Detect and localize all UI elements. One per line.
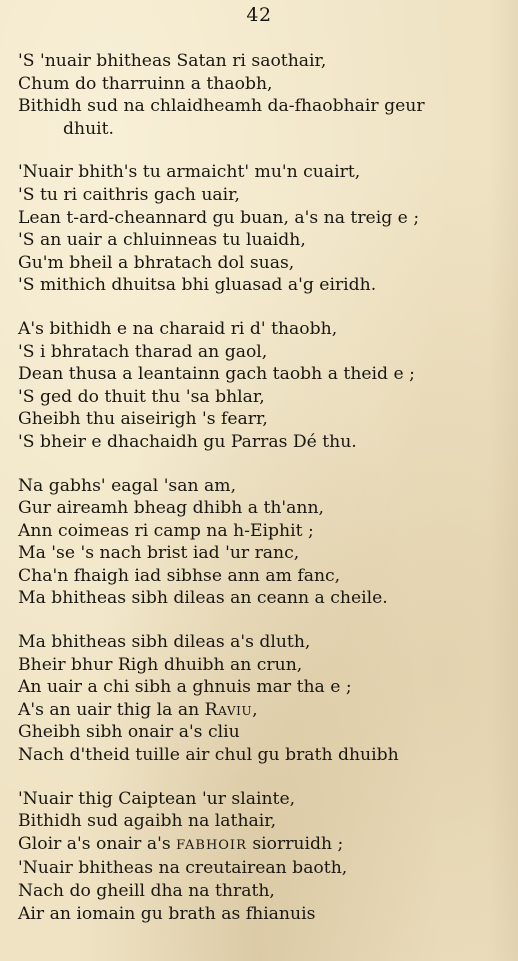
poem-line: 'S bheir e dhachaidh gu Parras Dé thu. [18,431,357,452]
poem-line: Gheibh thu aiseirigh 's fearr, [18,409,268,430]
stanza-2 [18,161,518,297]
poem-line: 'S an uair a chluinneas tu luaidh, [18,230,306,251]
poem-line: dhuit. [63,118,115,139]
poem-line: Na gabhs' eagal 'san am, [18,475,237,496]
poem-line: 'Nuair thig Caiptean 'ur slainte, [18,788,296,809]
poem-line: Ma 'se 's nach brist iad 'ur ranc, [18,543,300,564]
poem-line: 'Nuair bhith's tu armaicht' mu'n cuairt, [18,162,361,183]
poem-line: Chum do tharruinn a thaobh, [18,73,273,94]
page-edge-shadow [488,0,518,961]
poem-line: 'Nuair bhitheas na creutairean baoth, [18,858,348,879]
poem-line: An uair a chi sibh a ghnuis mar tha e ; [18,677,352,698]
poem-line: 'S 'nuair bhitheas Satan ri saothair, [18,51,327,71]
stanza-6 [18,788,518,926]
poem-line: Lean t-ard-cheannard gu buan, a's na treig e ; [18,207,420,228]
stanza-1 [18,50,518,140]
poem-line-text: Gloir a's onair a's [18,833,177,854]
poem-line-punct: siorruidh ; [246,833,344,854]
poem-line: 'S ged do thuit thu 'sa bhlar, [18,386,265,407]
poem [18,50,518,946]
poem-line: Gheibh sibh onair a's cliu [18,722,240,743]
poem-line: Gu'm bheil a bhratach dol suas, [18,252,295,273]
poem-line: 'S i bhratach tharad an gaol, [18,341,268,362]
poem-line: Dean thusa a leantainn gach taobh a theid e ; [18,364,415,385]
poem-line: Ann coimeas ri camp na h-Eiphit ; [18,520,314,541]
page-number: 42 [246,4,272,26]
poem-line-punct: , [252,699,258,720]
poem-line [18,699,518,722]
poem-line: Bithidh sud agaibh na lathair, [18,811,277,832]
poem-line: Nach d'theid tuille air chul gu brath dhuibh [18,745,399,766]
poem-line: 'S tu ri caithris gach uair, [18,184,240,205]
poem-line: 'S mithich dhuitsa bhi gluasad a'g eiridh. [18,275,377,296]
poem-line: Bithidh sud na chlaidheamh da-fhaobhair geur [18,96,425,117]
poem-line: Bheir bhur Righ dhuibh an crun, [18,654,303,675]
stanza-4 [18,475,518,611]
poem-line: Ma bhitheas sibh dileas a's dluth, [18,632,311,653]
poem-line: Ma bhitheas sibh dileas an ceann a cheile. [18,588,388,609]
stanza-3 [18,318,518,454]
poem-line: Air an iomain gu brath as fhianuis [18,903,316,924]
poem-line: Cha'n fhaigh iad sibhse ann am fanc, [18,565,341,586]
small-caps-word: Raviu [204,699,253,720]
stanza-5 [18,631,518,767]
poem-line [18,833,518,858]
poem-line: Nach do gheill dha na thrath, [18,881,275,901]
poem-line: Gur aireamh bheag dhibh a th'ann, [18,498,325,519]
small-caps-word: FABHOIR [176,837,247,853]
poem-line-text: A's an uair thig la an [18,699,205,720]
poem-line: A's bithidh e na charaid ri d' thaobh, [18,318,338,339]
